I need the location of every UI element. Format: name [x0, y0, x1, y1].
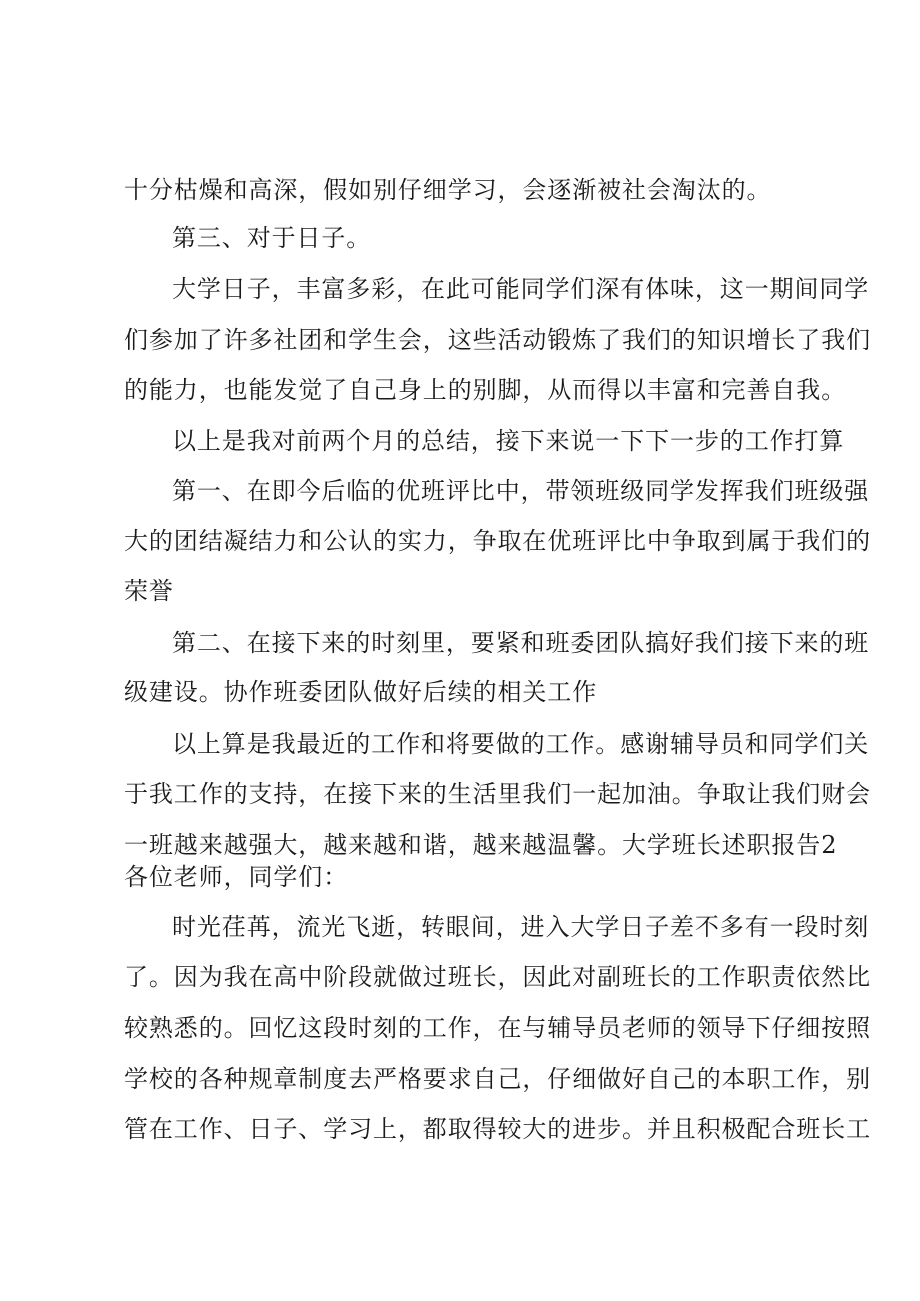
- text-line: 一班越来越强大，越来越和谐，越来越温馨。大学班长述职报告2: [124, 831, 838, 859]
- text-line: 时光荏苒，流光飞逝，转眼间，进入大学日子差不多有一段时刻: [172, 913, 870, 941]
- text-line: 第二、在接下来的时刻里，要紧和班委团队搞好我们接下来的班: [172, 629, 870, 657]
- text-line: 的能力，也能发觉了自己身上的别脚，从而得以丰富和完善自我。: [124, 376, 847, 404]
- text-line: 较熟悉的。回忆这段时刻的工作，在与辅导员老师的领导下仔细按照: [124, 1014, 871, 1042]
- text-line: 大的团结凝结力和公认的实力，争取在优班评比中争取到属于我们的: [124, 527, 871, 555]
- text-line: 级建设。协作班委团队做好后续的相关工作: [124, 678, 598, 706]
- text-line: 第一、在即今后临的优班评比中，带领班级同学发挥我们班级强: [172, 477, 870, 505]
- section-heading: 第三、对于日子。: [172, 224, 372, 252]
- text-line: 管在工作、日子、学习上，都取得较大的进步。并且积极配合班长工: [124, 1115, 871, 1143]
- salutation: 各位老师，同学们：: [124, 863, 349, 891]
- text-line: 们参加了许多社团和学生会，这些活动锻炼了我们的知识增长了我们: [124, 326, 871, 354]
- text-line: 于我工作的支持，在接下来的生活里我们一起加油。争取让我们财会: [124, 780, 871, 808]
- text-line: 学校的各种规章制度去严格要求自己，仔细做好自己的本职工作，别: [124, 1065, 871, 1093]
- text-line: 大学日子，丰富多彩，在此可能同学们深有体味，这一期间同学: [172, 275, 870, 303]
- text-line: 十分枯燥和高深，假如别仔细学习，会逐渐被社会淘汰的。: [124, 176, 772, 204]
- text-line: 了。因为我在高中阶段就做过班长，因此对副班长的工作职责依然比: [124, 963, 871, 991]
- text-line: 以上是我对前两个月的总结，接下来说一下下一步的工作打算: [172, 427, 845, 455]
- text-line: 荣誉: [124, 577, 174, 605]
- text-line: 以上算是我最近的工作和将要做的工作。感谢辅导员和同学们关: [172, 730, 870, 758]
